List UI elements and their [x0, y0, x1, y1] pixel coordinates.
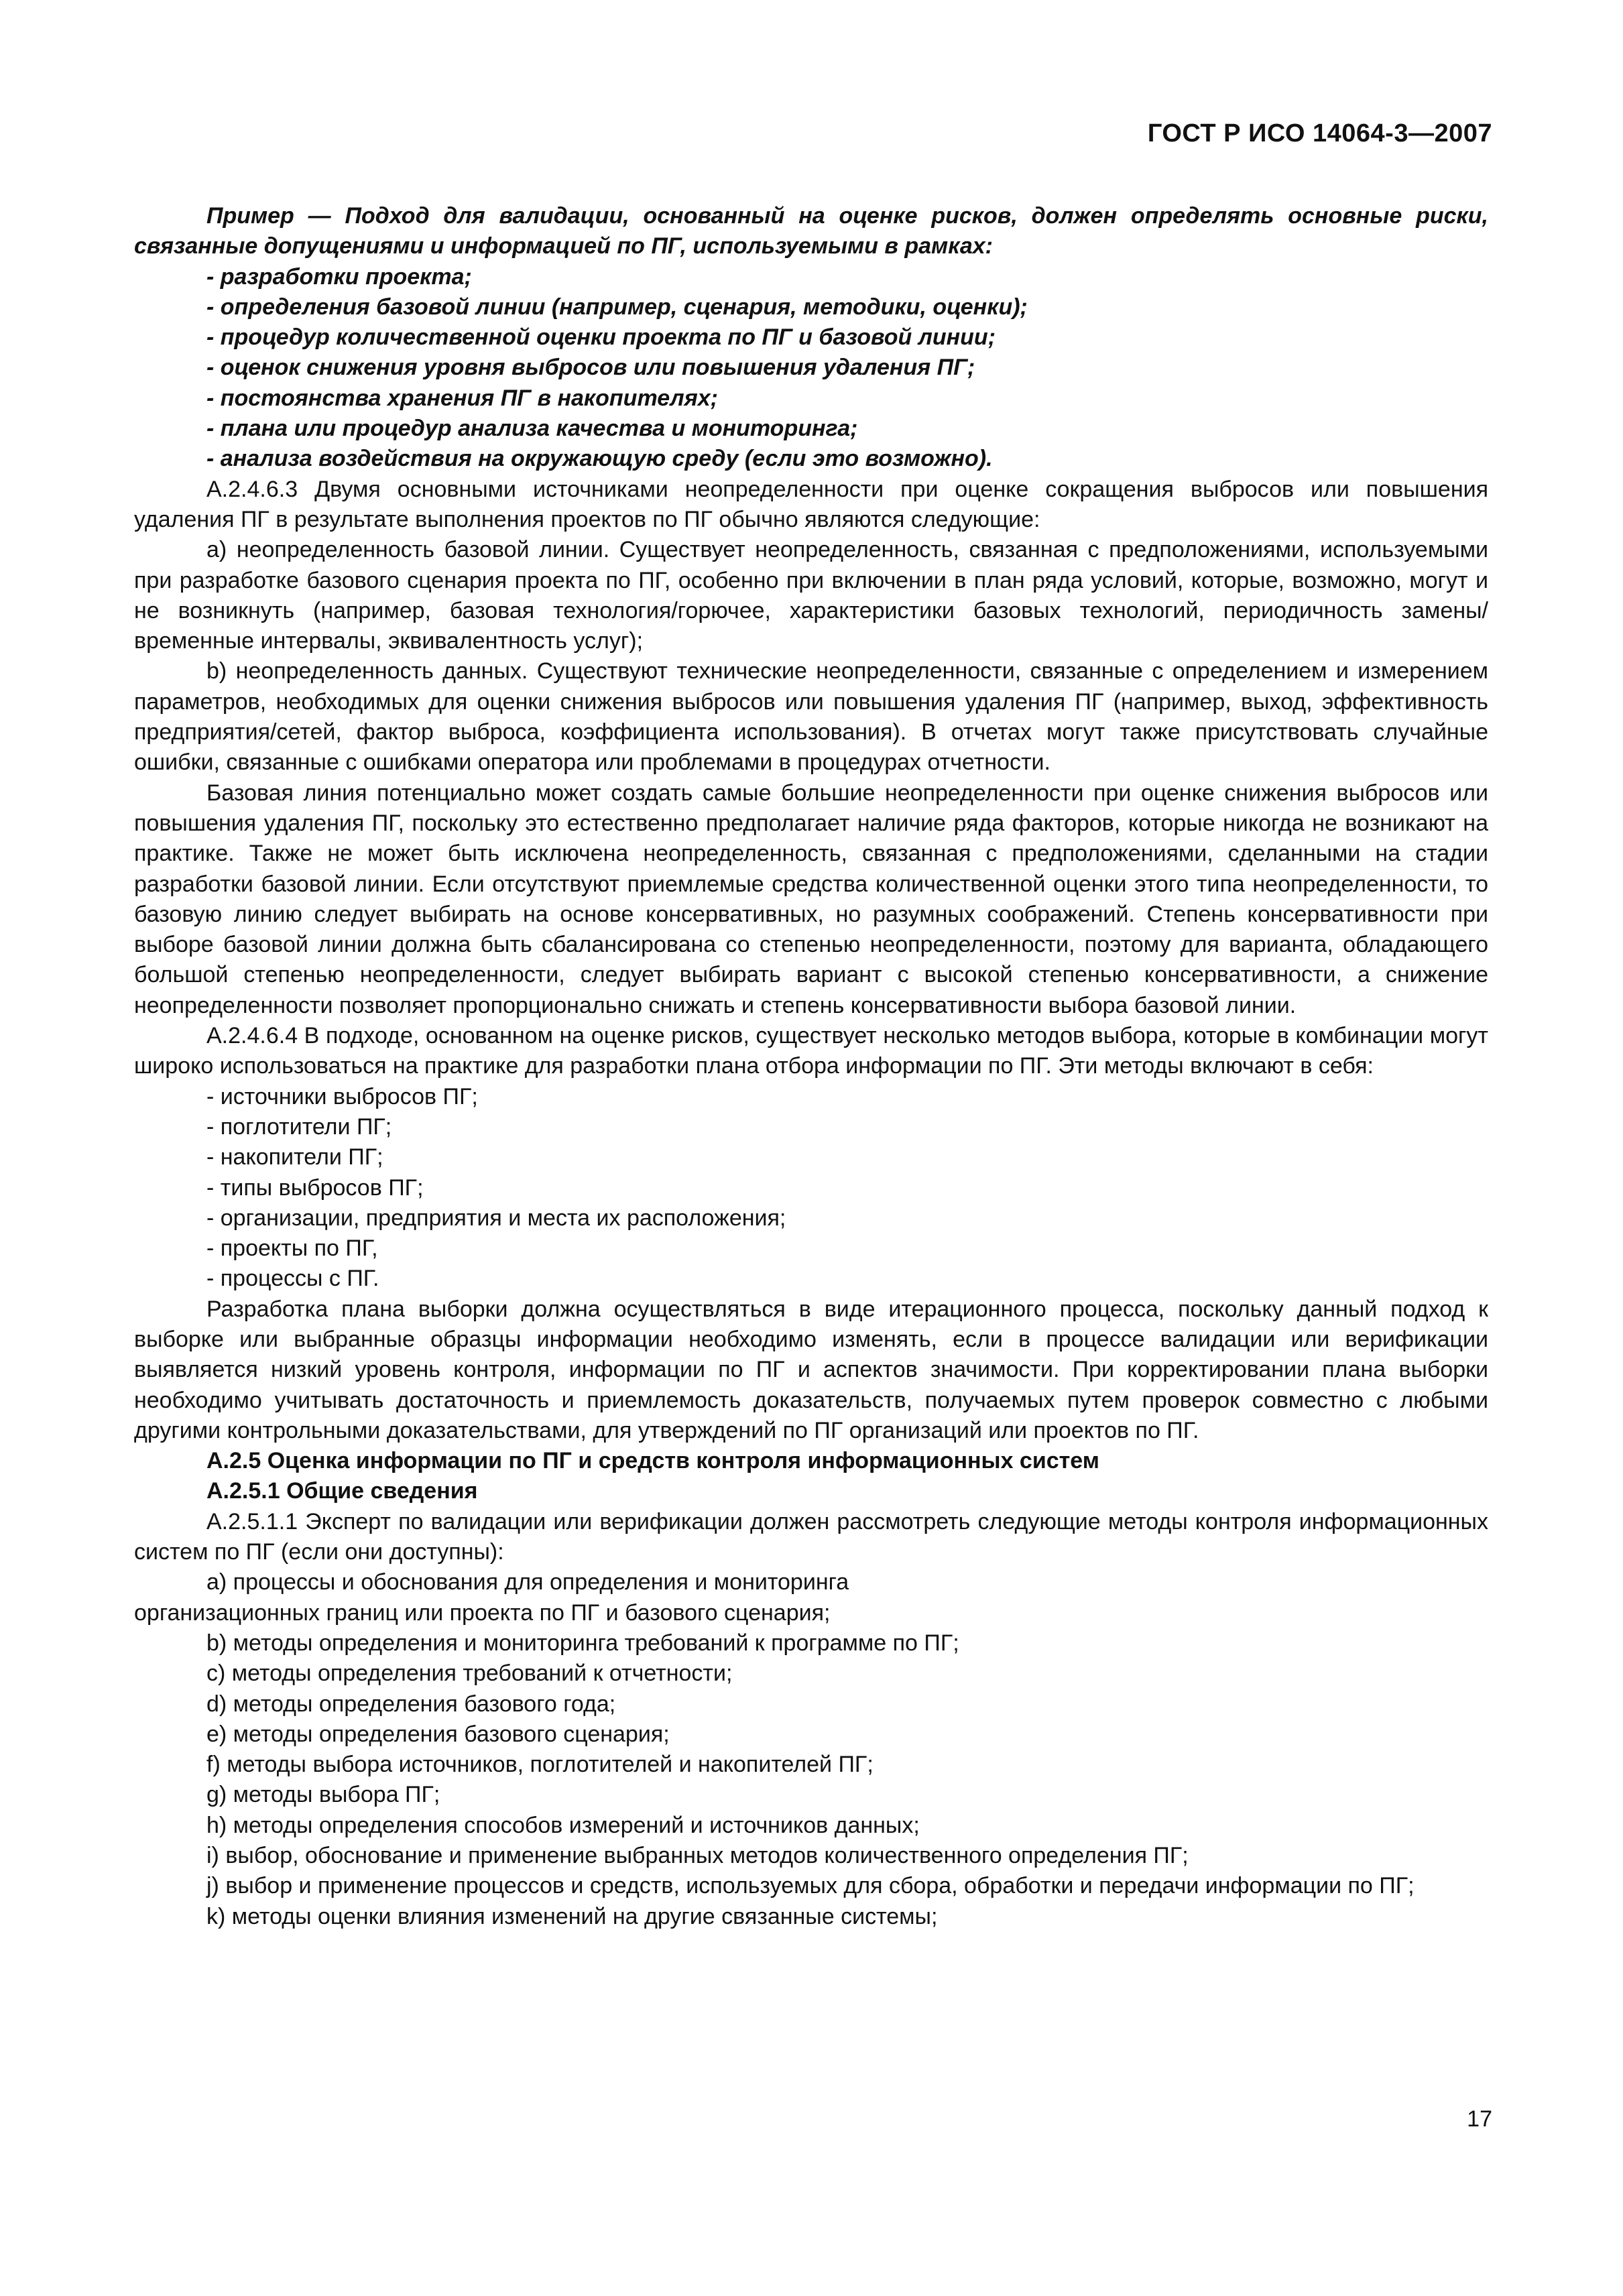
page-content	[134, 201, 1488, 1932]
method-list-item: - процессы с ПГ.	[206, 1266, 379, 1292]
control-list-item: b) методы определения и мониторинга требований к программе по ПГ;	[206, 1630, 959, 1656]
clause-a2463-item-a: а) неопределенность базовой линии. Существует неопределенность, связанная с предположениями, используемыми при разработке базового сценария проекта по ПГ, особенно при включении в план ряда условий, которые, возможно, могут и не возникнуть (например, базовая технология/горючее, характеристики базовых технологий, периодичность замены/временные интервалы, эквивалентность услуг);	[134, 537, 1488, 654]
baseline-paragraph: Базовая линия потенциально может создать самые большие неопределенности при оценке снижения выбросов или повышения удаления ПГ, поскольку это естественно предполагает наличие ряда факторов, которые никогда не возникают на практике. Также не может быть исключена неопределенность, связанная с предположениями, сделанными на стадии разработки базовой линии. Если отсутствуют приемлемые средства количественной оценки этого типа неопределенности, то базовую линию следует выбирать на основе консервативных, но разумных соображений. Степень консервативности при выборе базовой линии должна быть сбалансирована со степенью неопределенности, поэтому для варианта, обладающего большой степенью неопределенности, следует выбирать вариант с высокой степенью консервативности, а снижение неопределенности позволяет пропорционально снижать и степень консервативности выбора базовой линии.	[134, 780, 1488, 1018]
control-list-item: j) выбор и применение процессов и средств, используемых для сбора, обработки и передачи информации по ПГ;	[206, 1873, 1415, 1899]
control-list-item: f) методы выбора источников, поглотителей и накопителей ПГ;	[206, 1752, 874, 1778]
method-list-item: - проекты по ПГ,	[206, 1235, 378, 1262]
method-list-item: - накопители ПГ;	[206, 1144, 383, 1170]
clause-a2464-intro: А.2.4.6.4 В подходе, основанном на оценке рисков, существует несколько методов выбора, которые в комбинации могут широко использоваться на практике для разработки плана отбора информации по ПГ. Эти методы включают в себя:	[134, 1023, 1488, 1079]
control-list-item: h) методы определения способов измерений и источников данных;	[206, 1812, 920, 1838]
control-list-item: с) методы определения требований к отчетности;	[206, 1660, 733, 1687]
clause-a2463-item-b: b) неопределенность данных. Существуют технические неопределенности, связанные с определением и измерением параметров, необходимых для оценки снижения выбросов или повышения удаления ПГ (например, выход, эффективность предприятия/сетей, фактор выброса, коэффициента использования). В отчетах могут также присутствовать случайные ошибки, связанные с ошибками оператора или проблемами в процедурах отчетности.	[134, 658, 1488, 776]
control-list-item: i) выбор, обоснование и применение выбранных методов количественного определения ПГ;	[206, 1843, 1189, 1869]
page-number: 17	[1467, 2106, 1492, 2132]
method-list-item: - поглотители ПГ;	[206, 1113, 392, 1140]
subsection-heading-a251: А.2.5.1 Общие сведения	[206, 1478, 478, 1504]
sampling-plan-paragraph: Разработка плана выборки должна осуществляться в виде итерационного процесса, поскольку данный подход к выборке или выбранные образцы информации необходимо изменять, если в процессе валидации или верификации выявляется низкий уровень контроля, информации по ПГ и аспектов значимости. При корректировании плана выборки необходимо учитывать достаточность и приемлемость доказательств, получаемых путем проверок совместно с любыми другими контрольными доказательствами, для утверждений по ПГ организаций или проектов по ПГ.	[134, 1296, 1488, 1443]
example-item: - разработки проекта;	[206, 263, 472, 290]
example-intro: Пример — Подход для валидации, основанный на оценке рисков, должен определять основные риски, связанные допущениями и информацией по ПГ, используемыми в рамках:	[134, 203, 1488, 259]
control-item-a-line2: организационных границ или проекта по ПГ и базового сценария;	[134, 1599, 831, 1626]
control-list-item: d) методы определения базового года;	[206, 1691, 616, 1717]
method-list-item: - источники выбросов ПГ;	[206, 1083, 478, 1109]
control-list-item: е) методы определения базового сценария;	[206, 1721, 670, 1747]
example-item: - определения базовой линии (например, сценария, методики, оценки);	[206, 294, 1028, 320]
clause-a2511-intro: А.2.5.1.1 Эксперт по валидации или верификации должен рассмотреть следующие методы контроля информационных систем по ПГ (если они доступны):	[134, 1508, 1488, 1565]
control-list-item: k) методы оценки влияния изменений на другие связанные системы;	[206, 1903, 938, 1929]
control-item-a-line1: а) процессы и обоснования для определения и мониторинга	[206, 1569, 849, 1595]
example-item: - анализа воздействия на окружающую среду (если это возможно).	[206, 446, 993, 472]
standard-code-header: ГОСТ Р ИСО 14064-3—2007	[1147, 119, 1492, 147]
method-list-item: - организации, предприятия и места их расположения;	[206, 1205, 786, 1231]
example-item: - постоянства хранения ПГ в накопителях;	[206, 385, 718, 411]
control-list-item: g) методы выбора ПГ;	[206, 1782, 440, 1808]
example-item: - плана или процедур анализа качества и мониторинга;	[206, 416, 858, 442]
section-heading-a25: А.2.5 Оценка информации по ПГ и средств контроля информационных систем	[206, 1448, 1099, 1474]
example-item: - оценок снижения уровня выбросов или повышения удаления ПГ;	[206, 355, 975, 381]
method-list-item: - типы выбросов ПГ;	[206, 1174, 424, 1201]
example-item: - процедур количественной оценки проекта по ПГ и базовой линии;	[206, 324, 996, 351]
clause-a2463-intro: А.2.4.6.3 Двумя основными источниками неопределенности при оценке сокращения выбросов или повышения удаления ПГ в результате выполнения проектов по ПГ обычно являются следующие:	[134, 476, 1488, 532]
